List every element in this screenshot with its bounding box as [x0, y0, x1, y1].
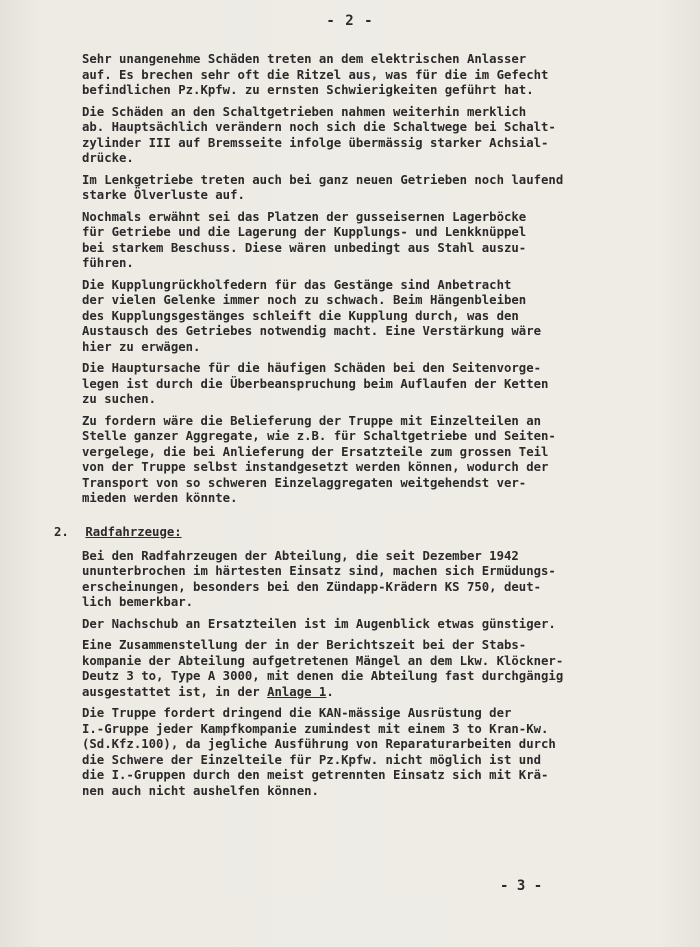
text-line: mieden werden könnte.	[82, 491, 238, 505]
text-line: Deutz 3 to, Type A 3000, mit denen die Abteilung fast durchgängig	[82, 669, 564, 683]
text-line: des Kupplungsgestänges schleift die Kupplung durch, was den	[82, 308, 519, 323]
text-line: die Schwere der Einzelteile für Pz.Kpfw. nicht möglich ist und	[82, 752, 542, 767]
paragraph	[82, 52, 694, 99]
text-line: I.-Gruppe jeder Kampfkompanie zumindest mit einem 3 to Kran-Kw.	[82, 721, 549, 736]
text-line: für Getriebe und die Lagerung der Kupplungs- und Lenkknüppel	[82, 225, 527, 239]
text-line: kompanie der Abteilung aufgetretenen Mängel an dem Lkw. Klöckner-	[82, 653, 564, 668]
paragraph	[82, 638, 694, 700]
paragraph	[82, 278, 694, 356]
text-line: (Sd.Kfz.100), da jegliche Ausführung von Reparaturarbeiten durch	[82, 737, 556, 751]
text-line: Die Schäden an den Schaltgetrieben nahmen weiterhin merklich	[82, 104, 527, 119]
text-line: führen.	[82, 256, 134, 270]
section-title: Radfahrzeuge:	[85, 524, 182, 539]
section-number: 2.	[54, 524, 69, 539]
text-line: auf. Es brechen sehr oft die Ritzel aus, was für die im Gefecht	[82, 67, 549, 82]
text-line: hier zu erwägen.	[82, 339, 201, 354]
text-line: Bei den Radfahrzeugen der Abteilung, die seit Dezember 1942	[82, 548, 519, 563]
page-number: - 2 -	[326, 13, 374, 29]
text-line: von der Truppe selbst instandgesetzt werden können, wodurch der	[82, 460, 549, 474]
text-line: Im Lenkgetriebe treten auch bei ganz neuen Getrieben noch laufend	[82, 172, 564, 187]
paragraph	[82, 706, 694, 799]
text-line: Nochmals erwähnt sei das Platzen der gusseisernen Lagerböcke	[82, 209, 527, 224]
paragraph	[82, 105, 694, 167]
text-line: Stelle ganzer Aggregate, wie z.B. für Schaltgetriebe und Seiten-	[82, 429, 556, 443]
text-line: starke Ölverluste auf.	[82, 188, 245, 202]
text-line: Austausch des Getriebes notwendig macht. Eine Verstärkung wäre	[82, 324, 542, 338]
text-line: ab. Hauptsächlich verändern noch sich die Schaltwege bei Schalt-	[82, 120, 556, 134]
text-line: Sehr unangenehme Schäden treten an dem elektrischen Anlasser	[82, 52, 527, 66]
paragraph	[82, 361, 694, 408]
text-line: Die Truppe fordert dringend die KAN-mässige Ausrüstung der	[82, 706, 512, 720]
text-line: Zu fordern wäre die Belieferung der Truppe mit Einzelteilen an	[82, 413, 542, 428]
text-line: nen auch nicht aushelfen können.	[82, 783, 319, 798]
punctuation: .	[326, 684, 334, 699]
text-line: ausgestattet ist, in der Anlage 1.	[82, 684, 334, 699]
paragraph	[82, 210, 694, 272]
text-line: lich bemerkbar.	[82, 595, 194, 609]
text-line: zu suchen.	[82, 392, 157, 406]
paragraph	[82, 549, 694, 611]
paragraph	[82, 414, 694, 507]
paragraph-group-2	[82, 549, 694, 800]
text-line: vergelege, die bei Anlieferung der Ersatzteile zum grossen Teil	[82, 444, 549, 459]
text-line: legen ist durch die Überbeanspruchung beim Auflaufen der Ketten	[82, 376, 549, 391]
text-line: erscheinungen, besonders bei den Zündapp-Krädern KS 750, deut-	[82, 579, 542, 594]
text-line: ununterbrochen im härtesten Einsatz sind, machen sich Ermüdungs-	[82, 564, 556, 578]
text-line: Die Kupplungrückholfedern für das Gestänge sind Anbetracht	[82, 277, 512, 292]
text-line: Transport von so schweren Einzelaggregaten weitgehendst ver-	[82, 475, 527, 490]
text-line: Der Nachschub an Ersatzteilen ist im Augenblick etwas günstiger.	[82, 616, 556, 631]
paragraph	[82, 173, 694, 204]
section-heading	[54, 525, 694, 541]
text-line: bei starkem Beschuss. Diese wären unbedingt aus Stahl auszu-	[82, 240, 527, 255]
annex-reference: Anlage 1	[267, 684, 327, 699]
text-line: befindlichen Pz.Kpfw. zu ernsten Schwierigkeiten geführt hat.	[82, 83, 534, 97]
document-body	[54, 52, 694, 805]
text-line: die I.-Gruppen durch den meist getrennten Einsatz sich mit Krä-	[82, 768, 549, 782]
text-line: Eine Zusammenstellung der in der Berichtszeit bei der Stabs-	[82, 638, 527, 652]
text-line: der vielen Gelenke immer noch zu schwach. Beim Hängenbleiben	[82, 293, 527, 307]
text-line: drücke.	[82, 151, 134, 165]
paragraph	[82, 617, 694, 633]
text-line: Die Hauptursache für die häufigen Schäden bei den Seitenvorge-	[82, 361, 542, 375]
text-line: zylinder III auf Bremsseite infolge übermässig starker Achsial-	[82, 135, 549, 150]
paragraph-group-1	[82, 52, 694, 507]
next-page-marker: - 3 -	[500, 878, 543, 894]
